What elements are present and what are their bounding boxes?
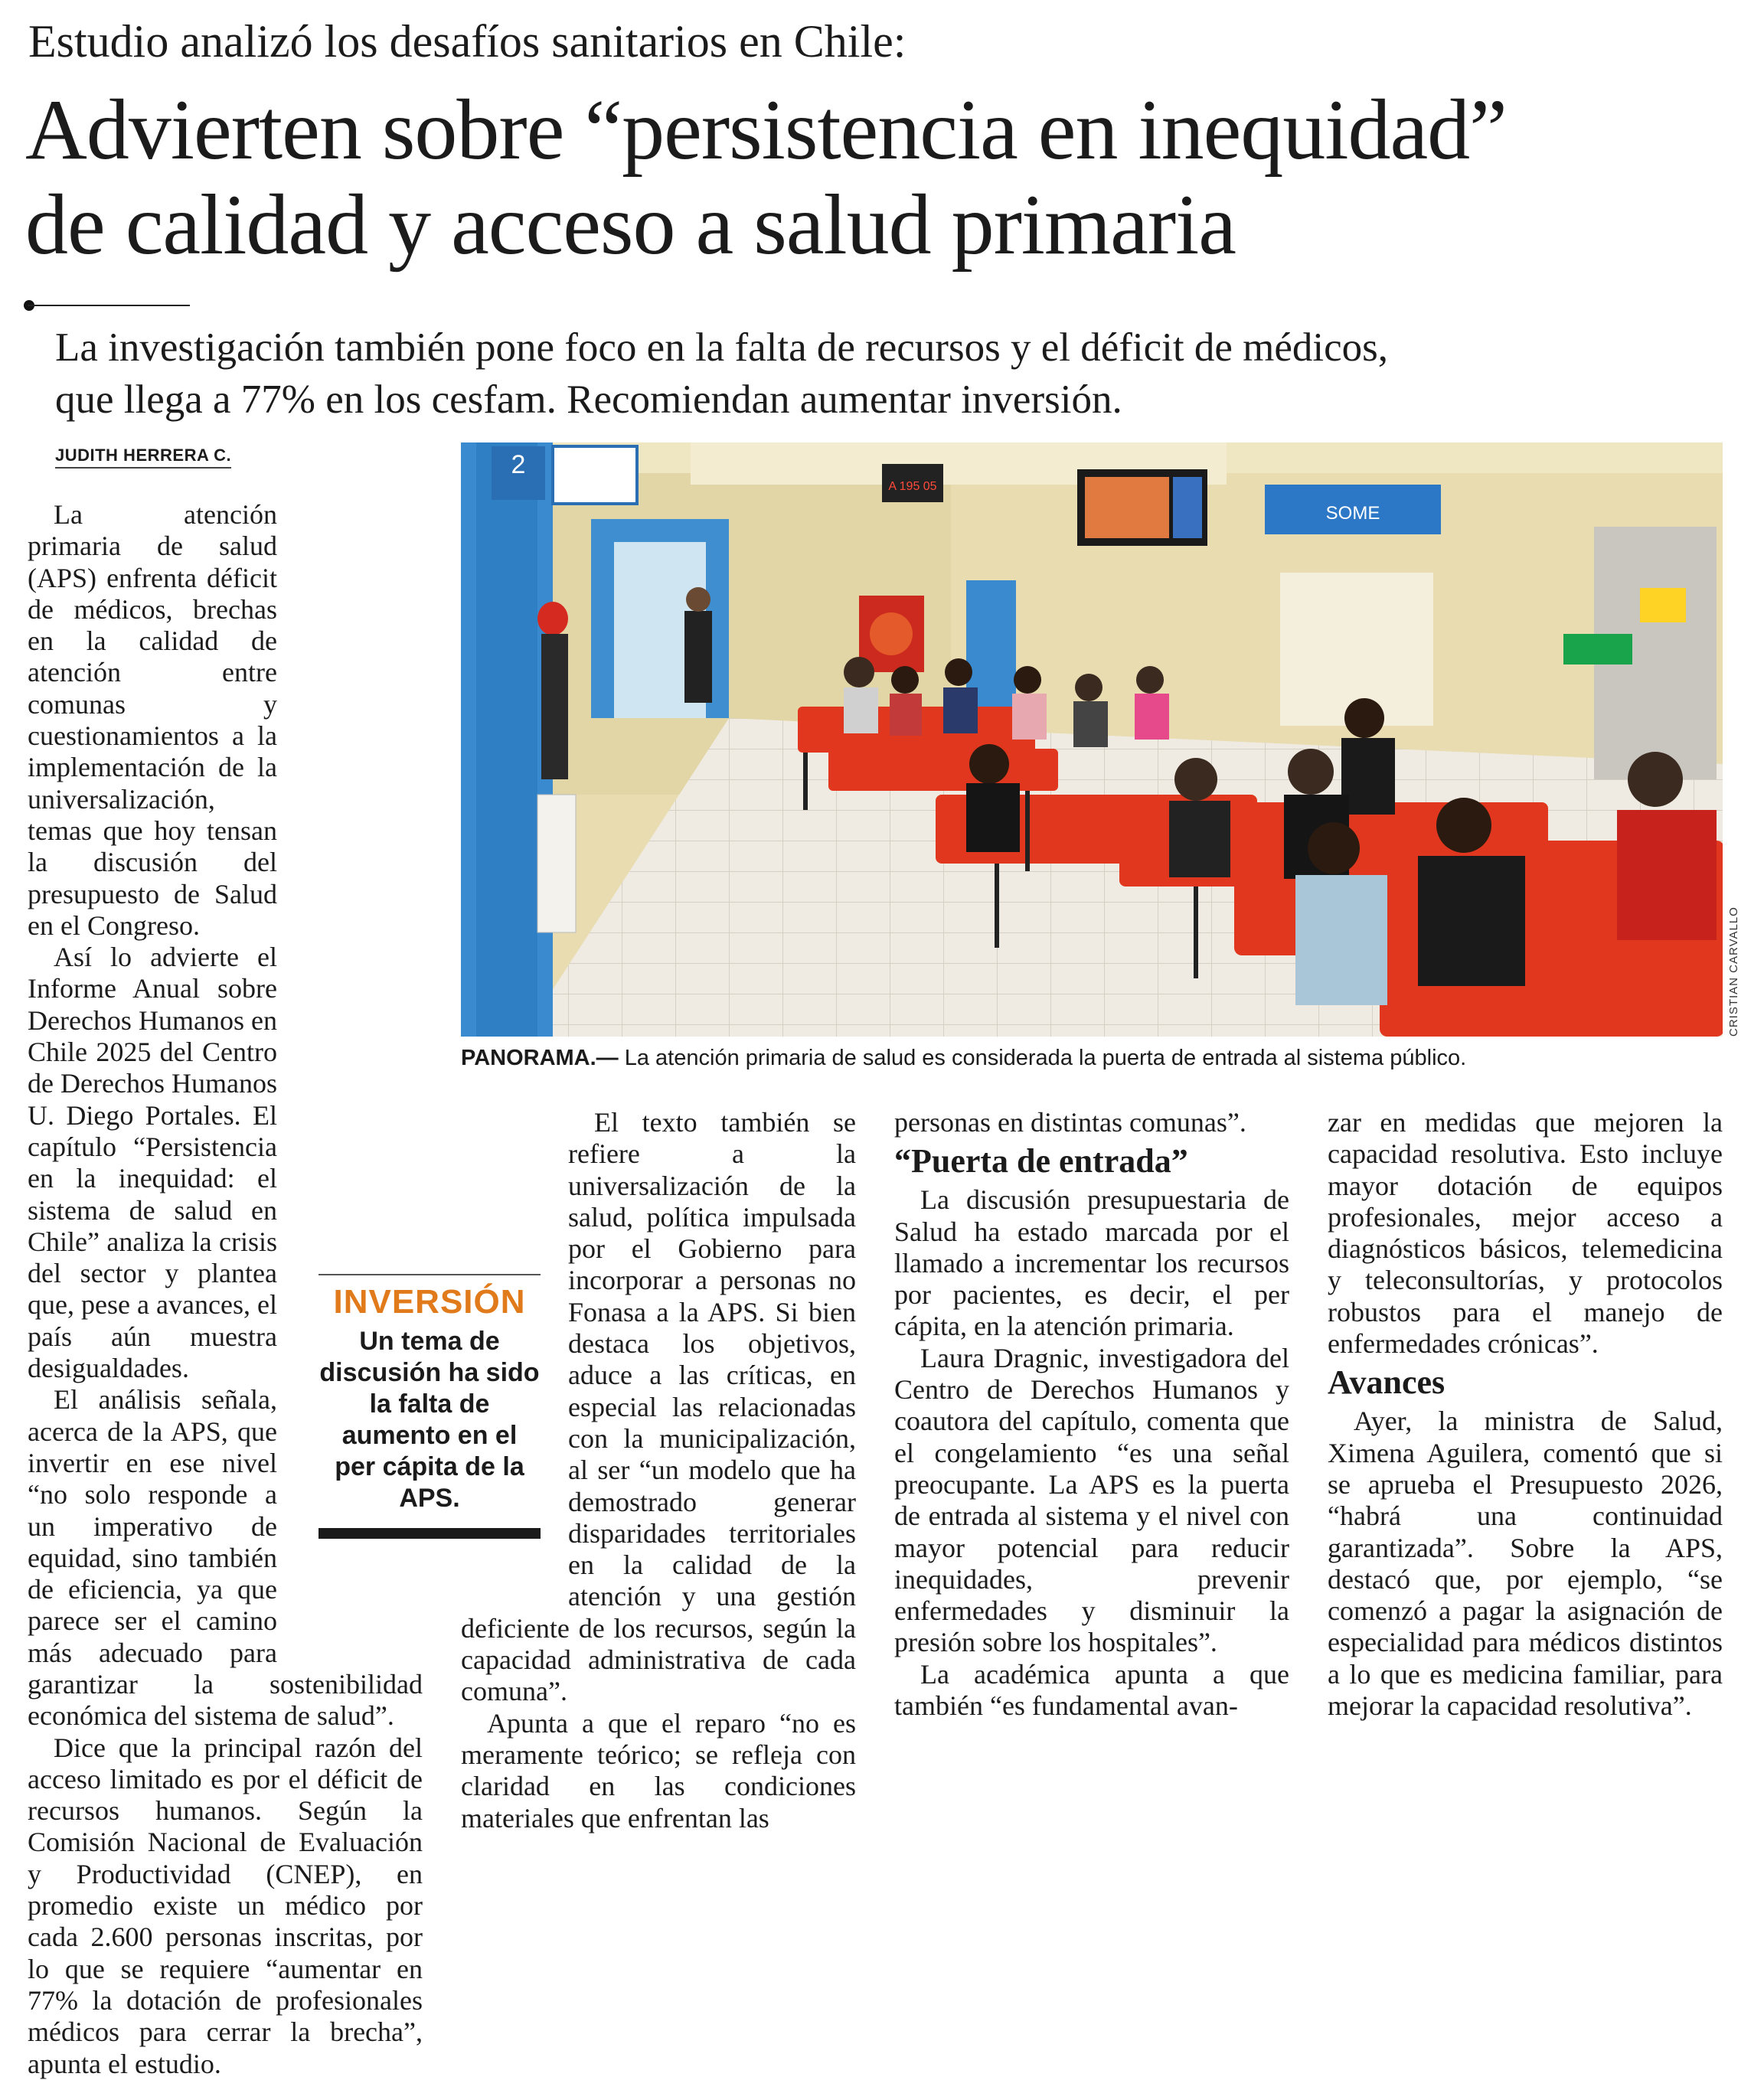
pullquote-wrap-space-2	[461, 1195, 568, 1593]
col4-paragraph-0: zar en medidas que mejoren la capacidad resolutiva. Esto incluye mayor dotación de equipos profesionales, mejor acceso a diagnósticos básicos, telemedicina y teleconsultorías, y protocolos robustos para el manejo de enfermedades crónicas”.	[1328, 1107, 1723, 1360]
caption-label: PANORAMA.—	[461, 1046, 619, 1070]
headline-line-1: Advierten sobre “persistencia en inequidad”	[25, 83, 1507, 178]
col2-paragraph-1: El texto también se refiere a la universalización de la salud, política impulsada por el Gobierno para incorporar a personas no Fonasa a la APS. Si bien destaca los objetivos, aduce a las críticas, en especial las relacionadas con la municipalización, al ser “un modelo que ha demostrado generar disparidades territoriales en la calidad de la atención y una gestión deficiente de los recursos, según la capacidad administrativa de cada comuna”.	[461, 1107, 856, 1707]
column-3	[894, 1107, 1289, 1722]
photo-caption	[461, 1046, 1466, 1071]
column-4	[1328, 1107, 1723, 1722]
col3-paragraph-0: personas en distintas comunas”.	[894, 1107, 1246, 1138]
col4-subhead: Avances	[1328, 1363, 1446, 1402]
pullquote-text: Un tema de discusión ha sido la falta de aumento en el per cápita de la APS.	[319, 1327, 540, 1513]
photo-waiting-room	[461, 442, 1723, 1037]
pullquote-label: INVERSIÓN	[333, 1283, 526, 1321]
col3-paragraph-3: La académica apunta a que también “es fundamental avan-	[894, 1658, 1289, 1722]
deck-line-1: La investigación también pone foco en la falta de recursos y el déficit de médicos,	[55, 325, 1388, 370]
col1-paragraph-2: Así lo advierte el Informe Anual sobre Derechos Humanos en Chile 2025 del Centro de Derechos Humanos U. Diego Portales. El capítulo “Persistencia en la inequidad: el sistema de salud en Chile” analiza la crisis del sector y plantea que, pese a avances, el país aún muestra desigualdades.	[28, 942, 277, 1384]
divider-rule	[28, 305, 190, 306]
headline	[25, 83, 1507, 273]
headline-line-2: de calidad y acceso a salud primaria	[25, 178, 1236, 273]
queue-display: A 195 05	[888, 480, 937, 493]
col3-subhead: “Puerta de entrada”	[894, 1142, 1188, 1180]
sign-number: 2	[511, 450, 526, 479]
col3-paragraph-1: La discusión presupuestaria de Salud ha estado marcada por el llamado a incrementar los recursos por pacientes, es decir, el per cápita, en la atención primaria.	[894, 1184, 1289, 1342]
col1-paragraph-1: La atención primaria de salud (APS) enfrenta déficit de médicos, brechas en la calidad de atención entre comunas y cuestionamientos a la implementación de la universalización, temas que hoy tensan la discusión del presupuesto de Salud en el Congreso.	[28, 499, 277, 941]
photo-credit: CRISTIAN CARVALLO	[1727, 906, 1740, 1037]
kicker: Estudio analizó los desafíos sanitarios en Chile:	[28, 16, 906, 67]
deck-line-2: que llega a 77% en los cesfam. Recomiendan aumentar inversión.	[55, 377, 1122, 422]
col3-paragraph-2: Laura Dragnic, investigadora del Centro de Derechos Humanos y coautora del capítulo, comenta que el congelamiento “es una señal preocupante. La APS es la puerta de entrada al sistema y el nivel con mayor potencial para reducir inequidades, prevenir enfermedades y disminuir la presión sobre los hospitales”.	[894, 1342, 1289, 1658]
photo-illustration	[461, 442, 1723, 1037]
deck	[55, 322, 1388, 426]
col1-paragraph-3: El análisis señala, acerca de la APS, que invertir en ese nivel “no solo responde a un imperativo de equidad, sino también de eficiencia, ya que parece ser el camino más adecuado para garantizar la sostenibilidad económica del sistema de salud”.	[28, 1384, 423, 1732]
caption-text: La atención primaria de salud es considerada la puerta de entrada al sistema público.	[618, 1046, 1467, 1070]
col2-paragraph-2: Apunta a que el reparo “no es meramente teórico; se refleja con claridad en las condiciones materiales que enfrentan las	[461, 1707, 856, 1833]
column-2	[461, 1107, 856, 1834]
col1-paragraph-4: Dice que la principal razón del acceso limitado es por el déficit de recursos humanos. Según la Comisión Nacional de Evaluación y Productividad (CNEP), en promedio existe un médico por cada 2.600 personas inscritas, por lo que se requiere “aumentar en 77% la dotación de profesionales médicos para cerrar la brecha”, apunta el estudio.	[28, 1732, 423, 2079]
byline: JUDITH HERRERA C.	[55, 446, 231, 469]
some-sign: SOME	[1325, 503, 1380, 524]
col4-paragraph-1: Ayer, la ministra de Salud, Ximena Aguilera, comentó que si se aprueba el Presupuesto 2026, “habrá una continuidad garantizada”. Sobre la APS, destacó que, por ejemplo, “se comenzó a pagar la asignación de especialidad para médicos distintos a lo que es medicina familiar, para mejorar la capacidad resolutiva”.	[1328, 1406, 1723, 1722]
